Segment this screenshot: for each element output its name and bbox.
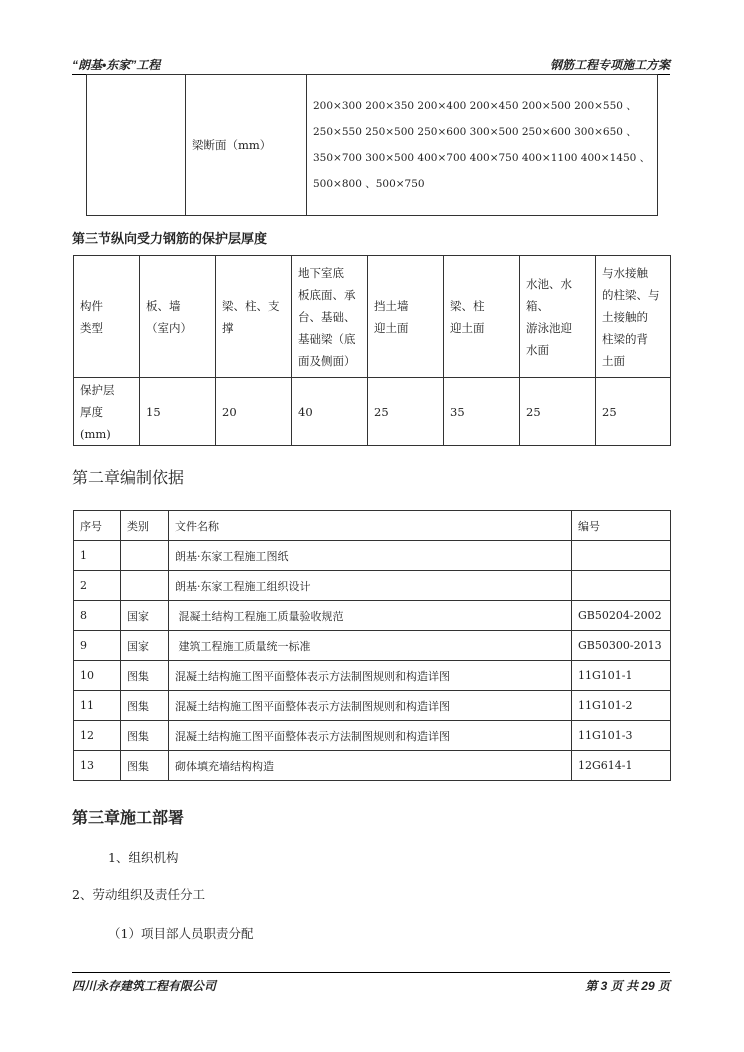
paragraph: 2、劳动组织及责任分工 [72, 887, 205, 902]
basis-header-cell: 类别 [121, 511, 169, 541]
paragraph: 1、组织机构 [108, 850, 179, 865]
basis-cell: 朗基·东家工程施工图纸 [169, 541, 572, 571]
basis-cell: 砌体填充墙结构构造 [169, 751, 572, 781]
basis-cell: 1 [74, 541, 121, 571]
cover-value-cell: 保护层 厚度(mm) [74, 378, 140, 446]
header-doc-title: 钢筋工程专项施工方案 [549, 58, 670, 72]
basis-cell: 混凝土结构施工图平面整体表示方法制图规则和构造详图 [169, 661, 572, 691]
beam-size-line: 500×800 、500×750 [313, 178, 425, 190]
cover-value-cell: 25 [596, 378, 671, 446]
basis-cell: 国家 [121, 631, 169, 661]
beam-label: 梁断面（mm） [186, 75, 307, 216]
cover-header-cell: 与水接触 的柱梁、与 土接触的 柱梁的背 土面 [596, 256, 671, 378]
table-row [74, 721, 671, 751]
basis-cell: 混凝土结构施工图平面整体表示方法制图规则和构造详图 [169, 691, 572, 721]
table-row [74, 631, 671, 661]
chapter-title: 第三章施工部署 [72, 808, 185, 827]
table-row [74, 751, 671, 781]
basis-cell: 朗基·东家工程施工组织设计 [169, 571, 572, 601]
cover-header-cell: 水池、水箱、 游泳池迎 水面 [520, 256, 596, 378]
basis-cell: 9 [74, 631, 121, 661]
table-row [74, 661, 671, 691]
basis-cell: 11G101-2 [572, 691, 671, 721]
basis-cell: 11 [74, 691, 121, 721]
basis-cell: 8 [74, 601, 121, 631]
table-row [74, 541, 671, 571]
basis-header-cell: 文件名称 [169, 511, 572, 541]
table-row [74, 571, 671, 601]
cover-header-cell: 梁、柱、支 撑 [216, 256, 292, 378]
basis-cell: 图集 [121, 691, 169, 721]
basis-cell [572, 541, 671, 571]
beam-size-line: 350×700 300×500 400×700 400×750 400×1100 400×1450 、 [313, 152, 651, 164]
beam-size-line: 200×300 200×350 200×400 200×450 200×500 200×550 、 [313, 100, 637, 112]
cover-value-cell: 35 [444, 378, 520, 446]
chapter-title: 第二章编制依据 [72, 468, 185, 487]
basis-cell: GB50300-2013 [572, 631, 671, 661]
basis-cell: 图集 [121, 751, 169, 781]
basis-cell: 11G101-3 [572, 721, 671, 751]
table-row [74, 601, 671, 631]
header-project: “朗基•东家”工程 [72, 58, 161, 72]
footer-page-number: 第 3 页 共 29 页 [585, 979, 670, 993]
basis-cell: 10 [74, 661, 121, 691]
basis-cell: GB50204-2002 [572, 601, 671, 631]
basis-cell [572, 571, 671, 601]
cover-header-cell: 板、墙 （室内） [140, 256, 216, 378]
basis-cell: 13 [74, 751, 121, 781]
basis-cell: 国家 [121, 601, 169, 631]
basis-header-cell: 序号 [74, 511, 121, 541]
cover-header-cell: 地下室底 板底面、承 台、基础、 基础梁（底 面及侧面） [292, 256, 368, 378]
beam-size-line: 250×550 250×500 250×600 300×500 250×600 300×650 、 [313, 126, 637, 138]
cover-value-cell: 25 [368, 378, 444, 446]
cover-header-cell: 挡土墙 迎土面 [368, 256, 444, 378]
basis-cell: 图集 [121, 661, 169, 691]
cover-thickness-table [73, 255, 671, 446]
basis-header-cell: 编号 [572, 511, 671, 541]
cover-header-cell: 构件 类型 [74, 256, 140, 378]
page-header [72, 56, 670, 75]
cover-value-cell: 40 [292, 378, 368, 446]
basis-cell: 12G614-1 [572, 751, 671, 781]
basis-cell [121, 541, 169, 571]
cover-value-cell: 25 [520, 378, 596, 446]
page-footer [72, 972, 670, 993]
beam-blank-cell [87, 75, 186, 216]
basis-cell: 图集 [121, 721, 169, 751]
cover-value-cell: 15 [140, 378, 216, 446]
cover-header-cell: 梁、柱 迎土面 [444, 256, 520, 378]
basis-cell [121, 571, 169, 601]
basis-cell: 12 [74, 721, 121, 751]
basis-cell: 2 [74, 571, 121, 601]
basis-cell: 混凝土结构工程施工质量验收规范 [169, 601, 572, 631]
footer-company: 四川永存建筑工程有限公司 [72, 979, 217, 993]
section-title: 第三节纵向受力钢筋的保护层厚度 [72, 232, 268, 247]
paragraph: （1）项目部人员职责分配 [108, 926, 254, 941]
table-row [74, 691, 671, 721]
basis-cell: 11G101-1 [572, 661, 671, 691]
cover-value-cell: 20 [216, 378, 292, 446]
beam-section-table [86, 74, 658, 216]
basis-cell: 建筑工程施工质量统一标准 [169, 631, 572, 661]
beam-sizes [307, 75, 658, 216]
basis-table [73, 510, 671, 781]
basis-cell: 混凝土结构施工图平面整体表示方法制图规则和构造详图 [169, 721, 572, 751]
